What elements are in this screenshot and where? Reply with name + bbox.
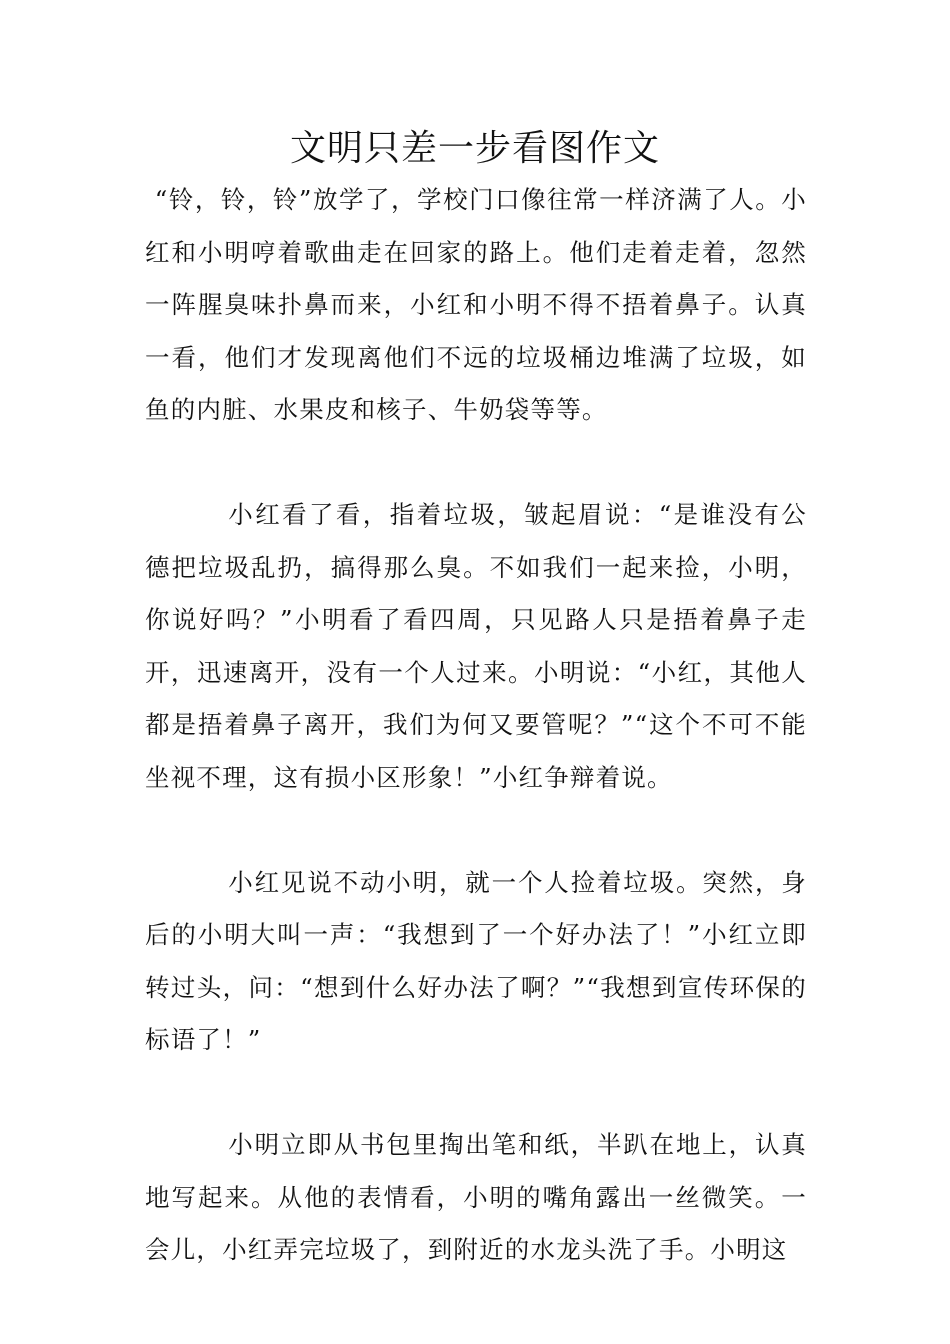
document-body <box>145 174 807 1277</box>
paragraph-4: 小明立即从书包里掏出笔和纸，半趴在地上，认真地写起来。从他的表情看，小明的嘴角露出一丝微笑。一会儿，小红弄完垃圾了，到附近的水龙头洗了手。小明这 <box>145 1130 807 1264</box>
document-title: 文明只差一步看图作文 <box>289 128 660 169</box>
paragraph-3: 小红见说不动小明，就一个人捡着垃圾。突然，身后的小明大叫一声：“我想到了一个好办法了！”小红立即转过头，问：“想到什么好办法了啊？”“我想到宣传环保的标语了！” <box>145 867 807 1054</box>
paragraph-2: 小红看了看，指着垃圾，皱起眉说：“是谁没有公德把垃圾乱扔，搞得那么臭。不如我们一起来捡，小明，你说好吗？”小明看了看四周，只见路人只是捂着鼻子走开，迅速离开，没有一个人过来。小明说：“小红，其他人都是捂着鼻子离开，我们为何又要管呢？”“这个不可不能坐视不理，这有损小区形象！”小红争辩着说。 <box>145 500 807 792</box>
paragraph-1: “铃，铃，铃”放学了，学校门口像往常一样济满了人。小红和小明哼着歌曲走在回家的路上。他们走着走着，忽然一阵腥臭味扑鼻而来，小红和小明不得不捂着鼻子。认真一看，他们才发现离他们不远的垃圾桶边堆满了垃圾，如鱼的内脏、水果皮和核子、牛奶袋等等。 <box>145 185 807 424</box>
